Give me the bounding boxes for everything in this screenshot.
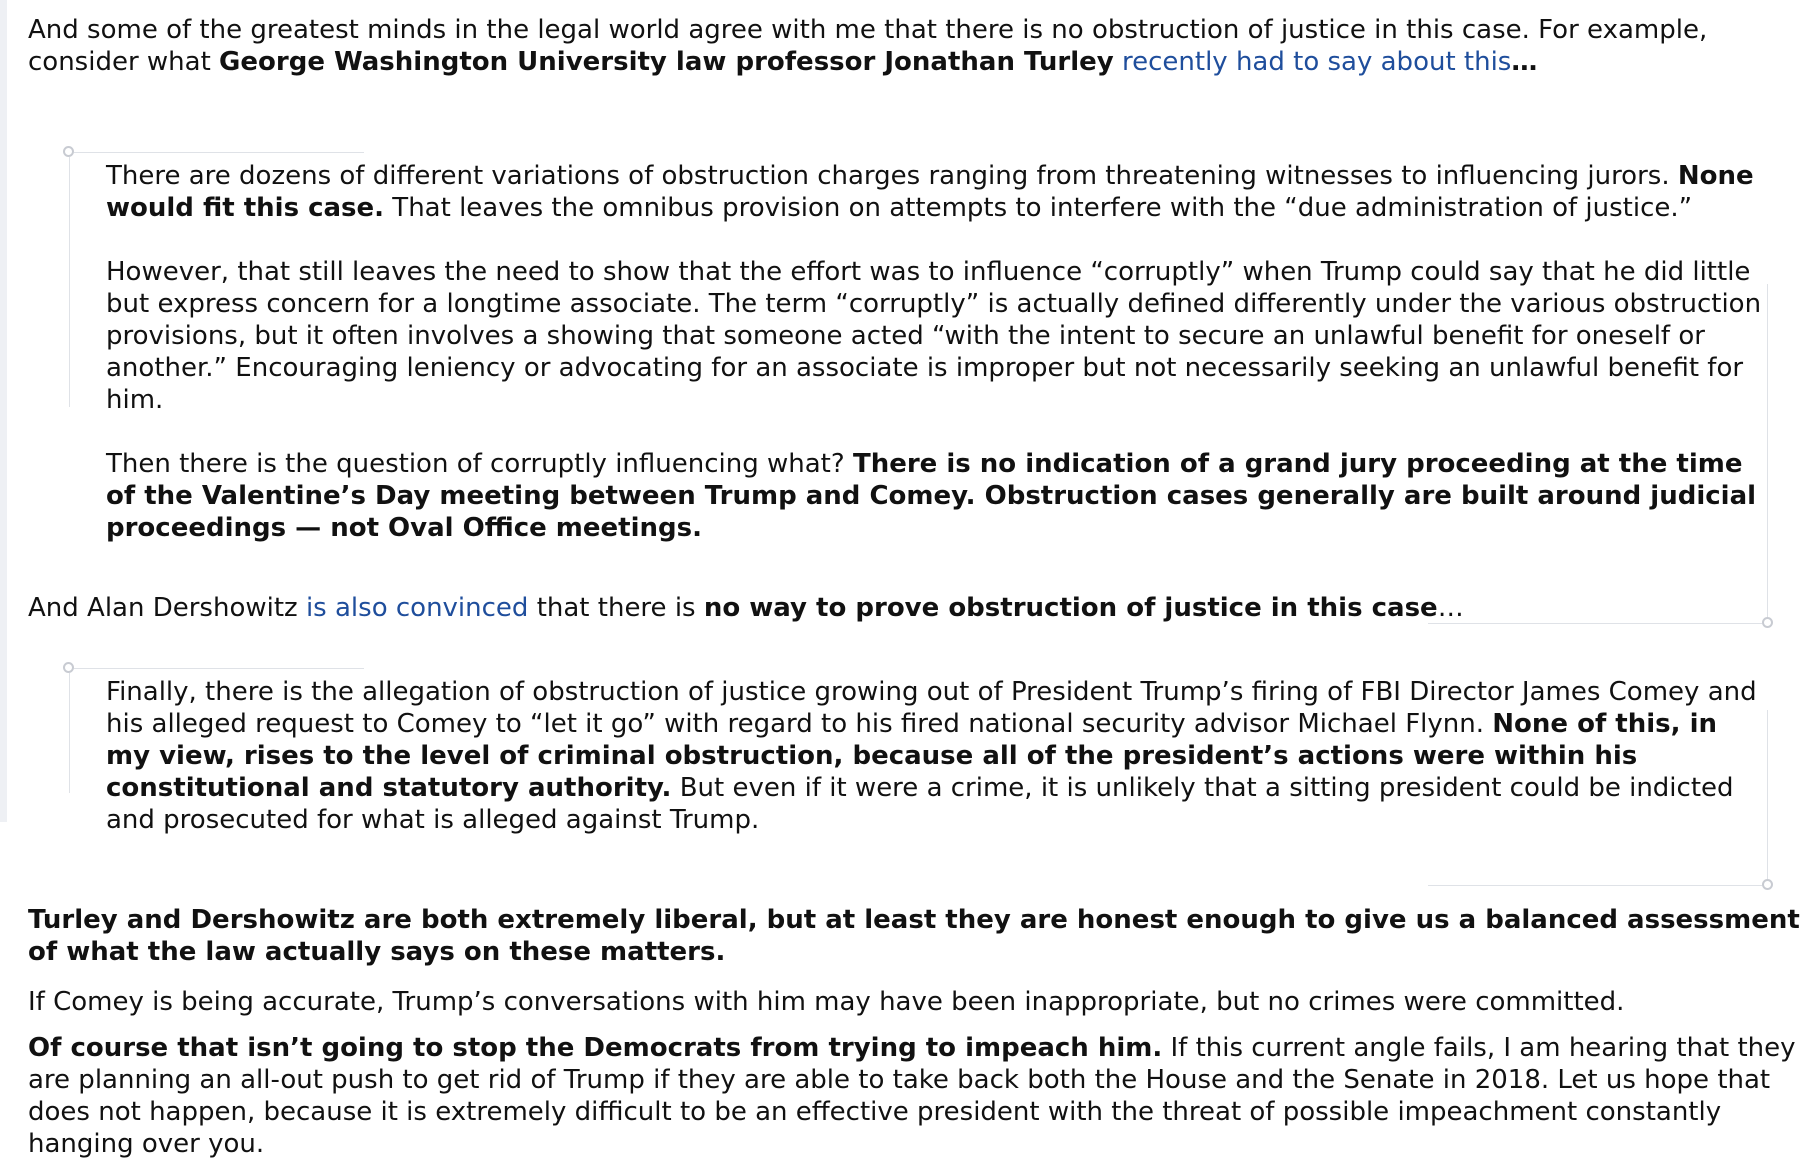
comey-paragraph: If Comey is being accurate, Trump’s conversations with him may have been inappropriate, but no crimes were committed. [28, 987, 1625, 1017]
quote-frame-bottom-line [1428, 885, 1762, 886]
turley-quote-p1: There are dozens of different variations of obstruction charges ranging from threatening witnesses to influencing jurors. None would fit this case. That leaves the omnibus provision on attempts to interfere with the “due administration of justice.” [106, 161, 1754, 223]
intro-text: And some of the greatest minds in the legal world agree with me that there is no obstruction of justice in this case. For example, consider what [28, 15, 1708, 77]
turley-quote-p2: However, that still leaves the need to show that the effort was to influence “corruptly” when Trump could say that he did little but express concern for a longtime associate. The term “corruptly” is actually defined differently under the various obstruction provisions, but it often involves a showing that someone acted “with the intent to secure an unlawful benefit for oneself or another.” Encouraging leniency or advocating for an associate is improper but not necessarily seeking an unlawful benefit for him. [106, 257, 1762, 415]
intro-paragraph [28, 14, 1808, 78]
quote-frame-bottom-dot [1762, 617, 1773, 628]
turley-blockquote [28, 114, 1808, 564]
quote-frame-right-line [1767, 710, 1768, 885]
quote-frame-right-line [1767, 284, 1768, 624]
intro-ellipsis: … [1511, 47, 1538, 77]
turley-quote-p3: Then there is the question of corruptly influencing what? There is no indication of a grand jury proceeding at the time of the Valentine’s Day meeting between Trump and Comey. Obstruction cases generally are built around judicial proceedings — not Oval Office meetings. [106, 449, 1757, 543]
intro-space [1114, 47, 1122, 77]
dershowitz-bold-claim: no way to prove obstruction of justice in this case [703, 593, 1438, 623]
intro-bold-turley: George Washington University law professor Jonathan Turley [219, 47, 1114, 77]
left-margin-rule [0, 0, 7, 822]
dershowitz-paragraph: And Alan Dershowitz is also convinced that there is no way to prove obstruction of justice in this case… [28, 593, 1464, 623]
turley-quote-text [106, 160, 1766, 544]
quote-frame-bottom-dot [1762, 879, 1773, 890]
closing-paragraph: Of course that isn’t going to stop the Democrats from trying to impeach him. If this current angle fails, I am hearing that they are planning an all-out push to get rid of Trump if they are able to take back both the House and the Senate in 2018. Let us hope that does not happen, because it is extremely difficult to be an effective president with the threat of possible impeachment constantly hanging over you. [28, 1033, 1796, 1159]
turley-source-link[interactable]: recently had to say about this [1122, 47, 1512, 77]
quote-frame-top-line [74, 152, 364, 153]
dershowitz-quote-p1: Finally, there is the allegation of obstruction of justice growing out of President Trump’s firing of FBI Director James Comey and his alleged request to Comey to “let it go” with regard to his fired national security advisor Michael Flynn. None of this, in my view, rises to the level of criminal obstruction, because all of the president’s actions were within his constitutional and statutory authority. But even if it were a crime, it is unlikely that a sitting president could be indicted and prosecuted for what is alleged against Trump. [106, 677, 1757, 835]
turley-dershowitz-paragraph: Turley and Dershowitz are both extremely liberal, but at least they are honest enough to give us a balanced assessment of what the law actually says on these matters. [28, 905, 1800, 967]
quote-frame-top-line [74, 668, 364, 669]
quote-frame-left-line [69, 673, 70, 793]
quote-frame-left-line [69, 157, 70, 407]
quote-frame-top-dot [63, 146, 74, 157]
dershowitz-blockquote [28, 630, 1808, 862]
dershowitz-source-link[interactable]: is also convinced [305, 593, 529, 623]
article-body [28, 14, 1808, 1160]
quote-frame-bottom-line [1428, 623, 1762, 624]
dershowitz-quote-text [106, 676, 1766, 836]
quote-frame-top-dot [63, 662, 74, 673]
